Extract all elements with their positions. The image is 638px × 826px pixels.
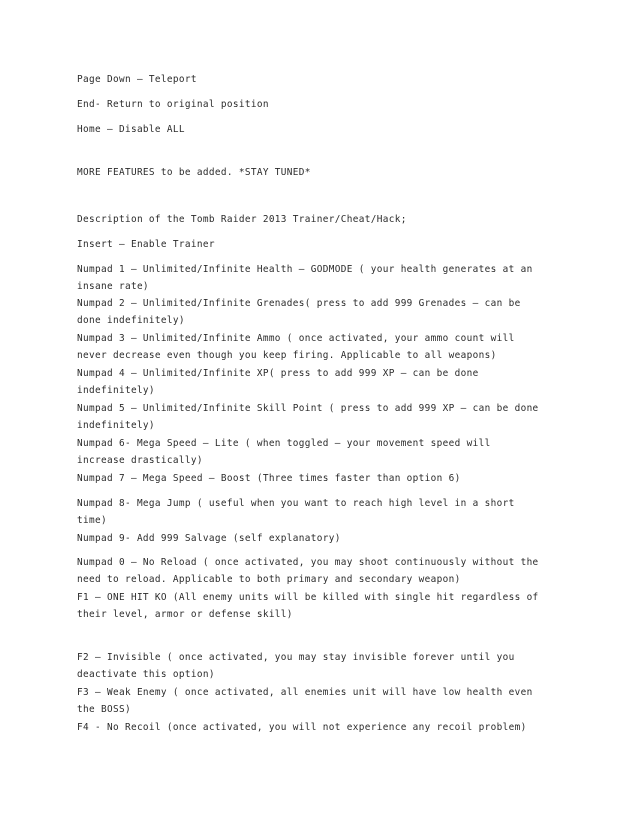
- text-line: Numpad 1 – Unlimited/Infinite Health – GODMODE ( your health generates at an: [77, 264, 533, 275]
- line-insert: [77, 237, 567, 254]
- line-f1: [77, 590, 567, 623]
- text-line: Numpad 4 – Unlimited/Infinite XP( press to add 999 XP – can be done: [77, 368, 479, 379]
- text-line: Page Down – Teleport: [77, 74, 197, 85]
- line-numpad-5: [77, 401, 567, 434]
- text-line: Numpad 7 – Mega Speed – Boost (Three times faster than option 6): [77, 473, 461, 484]
- line-numpad-2: [77, 296, 567, 329]
- line-home: [77, 122, 567, 139]
- text-line: need to reload. Applicable to both primary and secondary weapon): [77, 573, 461, 585]
- text-line: indefinitely): [77, 419, 155, 431]
- text-line: Numpad 0 – No Reload ( once activated, you may shoot continuously without the: [77, 557, 539, 568]
- text-line: F1 – ONE HIT KO (All enemy units will be killed with single hit regardless of: [77, 592, 539, 603]
- text-line: the BOSS): [77, 703, 131, 715]
- text-line: Home – Disable ALL: [77, 124, 185, 135]
- text-line: Numpad 6- Mega Speed – Lite ( when toggled – your movement speed will: [77, 438, 491, 449]
- text-line: time): [77, 514, 107, 526]
- text-line: End- Return to original position: [77, 99, 269, 110]
- line-numpad-9: [77, 531, 567, 548]
- text-line: indefinitely): [77, 384, 155, 396]
- text-line: Numpad 8- Mega Jump ( useful when you want to reach high level in a short: [77, 498, 515, 509]
- line-page-down: [77, 72, 567, 89]
- text-line: never decrease even though you keep firing. Applicable to all weapons): [77, 349, 497, 361]
- text-line: F3 – Weak Enemy ( once activated, all enemies unit will have low health even: [77, 687, 533, 698]
- line-numpad-6: [77, 436, 567, 469]
- text-line: Numpad 2 – Unlimited/Infinite Grenades( press to add 999 Grenades – can be: [77, 298, 521, 309]
- text-line: MORE FEATURES to be added. *STAY TUNED*: [77, 167, 311, 178]
- text-line: Numpad 5 – Unlimited/Infinite Skill Point ( press to add 999 XP – can be done: [77, 403, 539, 414]
- text-line: Description of the Tomb Raider 2013 Trainer/Cheat/Hack;: [77, 214, 407, 225]
- text-line: F2 – Invisible ( once activated, you may stay invisible forever until you: [77, 652, 515, 663]
- text-line: done indefinitely): [77, 314, 185, 326]
- text-line: Numpad 3 – Unlimited/Infinite Ammo ( once activated, your ammo count will: [77, 333, 515, 344]
- text-line: their level, armor or defense skill): [77, 608, 293, 620]
- line-f4: [77, 720, 567, 737]
- line-numpad-1: [77, 262, 567, 295]
- line-more-features: [77, 165, 567, 182]
- line-description: [77, 212, 567, 229]
- text-line: Numpad 9- Add 999 Salvage (self explanatory): [77, 533, 341, 544]
- line-end: [77, 97, 567, 114]
- line-f2: [77, 650, 567, 683]
- line-numpad-4: [77, 366, 567, 399]
- text-line: deactivate this option): [77, 668, 215, 680]
- line-numpad-3: [77, 331, 567, 364]
- line-numpad-0: [77, 555, 567, 588]
- text-line: increase drastically): [77, 454, 203, 466]
- text-line: insane rate): [77, 280, 149, 292]
- line-numpad-7: [77, 471, 567, 488]
- line-f3: [77, 685, 567, 718]
- text-line: Insert – Enable Trainer: [77, 239, 215, 250]
- line-numpad-8: [77, 496, 567, 529]
- text-line: F4 - No Recoil (once activated, you will not experience any recoil problem): [77, 722, 527, 733]
